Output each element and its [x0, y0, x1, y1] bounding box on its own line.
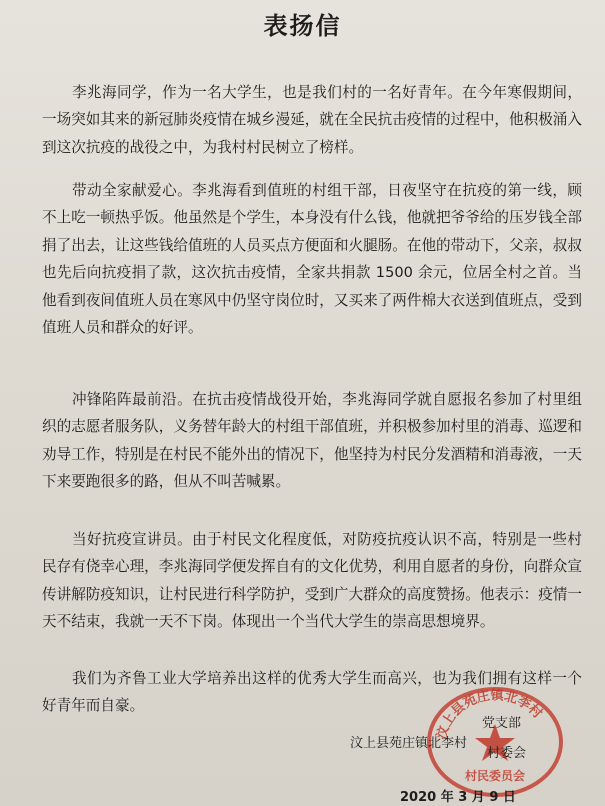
signature-village: 汶上县苑庄镇北李村	[350, 736, 468, 751]
signature-party-branch: 党支部	[482, 716, 522, 731]
paragraph-donation: 带动全家献爱心。李兆海看到值班的村组干部，日夜坚守在抗疫的第一线，顾不上吃一顿热乎饭。他虽然是个学生，本身没有什么钱，他就把爷爷给的压岁钱全部捐了出去，让这些钱给值班的人员买点方便面和火腿肠。在他的带动下，父亲，叔叔也先后向抗疫捐了款，这次抗击疫情，全家共捐款 1500 余元，位居全村之首。当他看到夜间值班人员在寒风中仍坚守岗位时，又买来了两件棉大衣送到值班点，受到值班人员和群众的好评。	[42, 181, 582, 337]
paragraph-intro: 李兆海同学，作为一名大学生，也是我们村的一名好青年。在今年寒假期间，一场突如其来的新冠肺炎疫情在城乡漫延，就在全民抗击疫情的过程中，他积极涌入到这次抗疫的战役之中，为我村村民树立了榜样。	[42, 83, 582, 156]
signature-committee: 村委会	[487, 746, 527, 761]
svg-text:汶上县苑庄镇北李村: 汶上县苑庄镇北李村	[434, 688, 545, 742]
svg-text:村民委员会: 村民委员会	[464, 769, 526, 783]
paragraph-frontline: 冲锋陷阵最前沿。在抗击疫情战役开始，李兆海同学就自愿报名参加了村里组织的志愿者服务队，义务替年龄大的村组干部值班，并积极参加村里的消毒、巡逻和劝导工作，特别是在村民不能外出的情况下，他坚持为村民分发酒精和消毒液，一天下来要跑很多的路，但从不叫苦喊累。	[42, 390, 582, 491]
paragraph-publicity: 当好抗疫宣讲员。由于村民文化程度低，对防疫抗疫认识不高，特别是一些村民存有侥幸心理，李兆海同学便发挥自有的文化优势，利用自愿者的身份，向群众宣传讲解防疫知识，让村民进行科学防护，受到广大群众的高度赞扬。他表示：疫情一天不结束，我就一天不下岗。体现出一个当代大学生的崇高思想境界。	[42, 530, 582, 631]
letter-title: 表扬信	[263, 12, 342, 40]
letter-date: 2020 年 3 月 9 日	[400, 790, 516, 805]
paragraph-conclusion: 我们为齐鲁工业大学培养出这样的优秀大学生而高兴，也为我们拥有这样一个好青年而自豪。	[42, 669, 582, 715]
